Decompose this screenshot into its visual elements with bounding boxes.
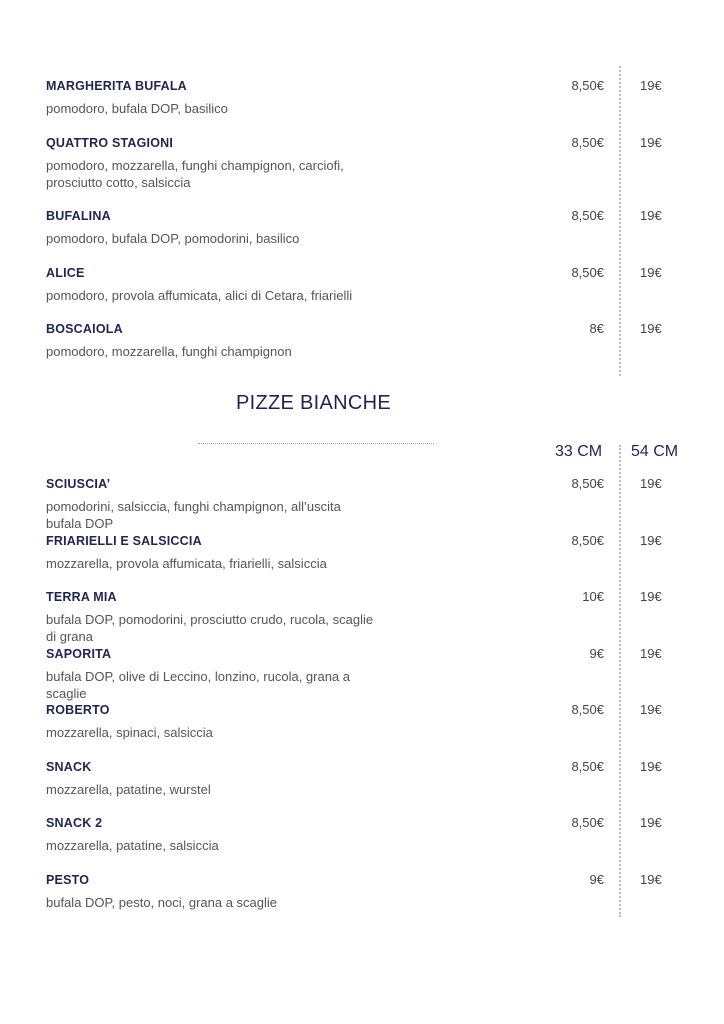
item-description: mozzarella, provola affumicata, friarielli, salsiccia xyxy=(46,555,327,571)
menu-item xyxy=(46,757,686,798)
item-name: SNACK xyxy=(46,759,92,774)
price-54cm: 19€ xyxy=(640,758,662,774)
price-54cm: 19€ xyxy=(640,871,662,887)
price-54cm: 19€ xyxy=(640,589,662,604)
menu-item xyxy=(46,587,686,644)
price-54cm: 19€ xyxy=(640,208,662,223)
price-33cm: 8,50€ xyxy=(571,264,604,280)
item-description: bufala DOP, pomodorini, prosciutto crudo, rucola, scaglie di grana xyxy=(46,612,374,644)
section-title: PIZZE BIANCHE xyxy=(236,392,392,414)
item-name: BOSCAIOLA xyxy=(46,322,123,336)
price-33cm: 8,50€ xyxy=(571,758,604,774)
menu-item xyxy=(46,644,686,701)
pizze-rosse-list xyxy=(46,76,686,376)
item-description: mozzarella, spinaci, salsiccia xyxy=(46,725,213,740)
menu-item xyxy=(46,870,686,911)
item-description: mozzarella, patatine, wurstel xyxy=(46,781,211,797)
price-33cm: 8,50€ xyxy=(571,476,604,491)
price-33cm: 8,50€ xyxy=(571,532,604,548)
item-name: ALICE xyxy=(46,265,85,280)
item-description: mozzarella, patatine, salsiccia xyxy=(46,838,219,853)
item-description: pomodoro, provola affumicata, alici di Cetara, friarielli xyxy=(46,287,353,303)
price-33cm: 8,50€ xyxy=(571,78,604,93)
price-54cm: 19€ xyxy=(640,134,662,150)
price-33cm: 8,50€ xyxy=(571,815,604,830)
item-name: SNACK 2 xyxy=(46,816,103,830)
title-divider xyxy=(198,443,434,444)
menu-item xyxy=(46,700,686,741)
menu-item xyxy=(46,319,686,360)
item-name: PESTO xyxy=(46,872,90,887)
item-name: MARGHERITA BUFALA xyxy=(46,79,187,93)
price-54cm: 19€ xyxy=(640,815,662,830)
menu-item xyxy=(46,813,686,854)
menu-item xyxy=(46,76,686,117)
column-header-54cm: 54 CM xyxy=(631,443,679,460)
price-33cm: 8,50€ xyxy=(571,134,604,150)
item-name: TERRA MIA xyxy=(46,590,117,604)
item-name: FRIARIELLI E SALSICCIA xyxy=(46,533,202,548)
menu-item xyxy=(46,531,686,572)
item-description: pomodoro, mozzarella, funghi champignon, carciofi, prosciutto cotto, salsiccia xyxy=(46,157,344,190)
price-33cm: 8,50€ xyxy=(571,702,604,717)
item-description: pomodoro, bufala DOP, basilico xyxy=(46,101,228,116)
price-33cm: 9€ xyxy=(589,871,604,887)
item-description: bufala DOP, pesto, noci, grana a scaglie xyxy=(46,894,278,910)
price-33cm: 10€ xyxy=(582,589,604,604)
item-description: pomodoro, bufala DOP, pomodorini, basilico xyxy=(46,231,300,246)
price-33cm: 9€ xyxy=(589,645,604,661)
price-54cm: 19€ xyxy=(640,702,662,717)
item-name: SCIUSCIA’ xyxy=(46,477,111,491)
pizze-bianche-list xyxy=(46,474,686,926)
item-name: BUFALINA xyxy=(46,209,111,223)
item-name: ROBERTO xyxy=(46,703,110,717)
price-33cm: 8€ xyxy=(589,321,604,336)
item-name: QUATTRO STAGIONI xyxy=(46,135,174,150)
menu-item xyxy=(46,133,686,191)
menu-item xyxy=(46,474,686,531)
price-54cm: 19€ xyxy=(640,78,662,93)
price-54cm: 19€ xyxy=(640,321,662,336)
column-header-33cm: 33 CM xyxy=(555,443,603,460)
item-description: pomodoro, mozzarella, funghi champignon xyxy=(46,344,292,359)
menu-item xyxy=(46,263,686,304)
price-33cm: 8,50€ xyxy=(571,208,604,223)
item-description: bufala DOP, olive di Leccino, lonzino, rucola, grana a scaglie xyxy=(46,668,351,701)
item-name: SAPORITA xyxy=(46,646,112,661)
price-54cm: 19€ xyxy=(640,645,662,661)
price-54cm: 19€ xyxy=(640,264,662,280)
price-54cm: 19€ xyxy=(640,476,662,491)
menu-item xyxy=(46,206,686,247)
item-description: pomodorini, salsiccia, funghi champignon, all’uscita bufala DOP xyxy=(46,499,341,531)
price-54cm: 19€ xyxy=(640,532,662,548)
